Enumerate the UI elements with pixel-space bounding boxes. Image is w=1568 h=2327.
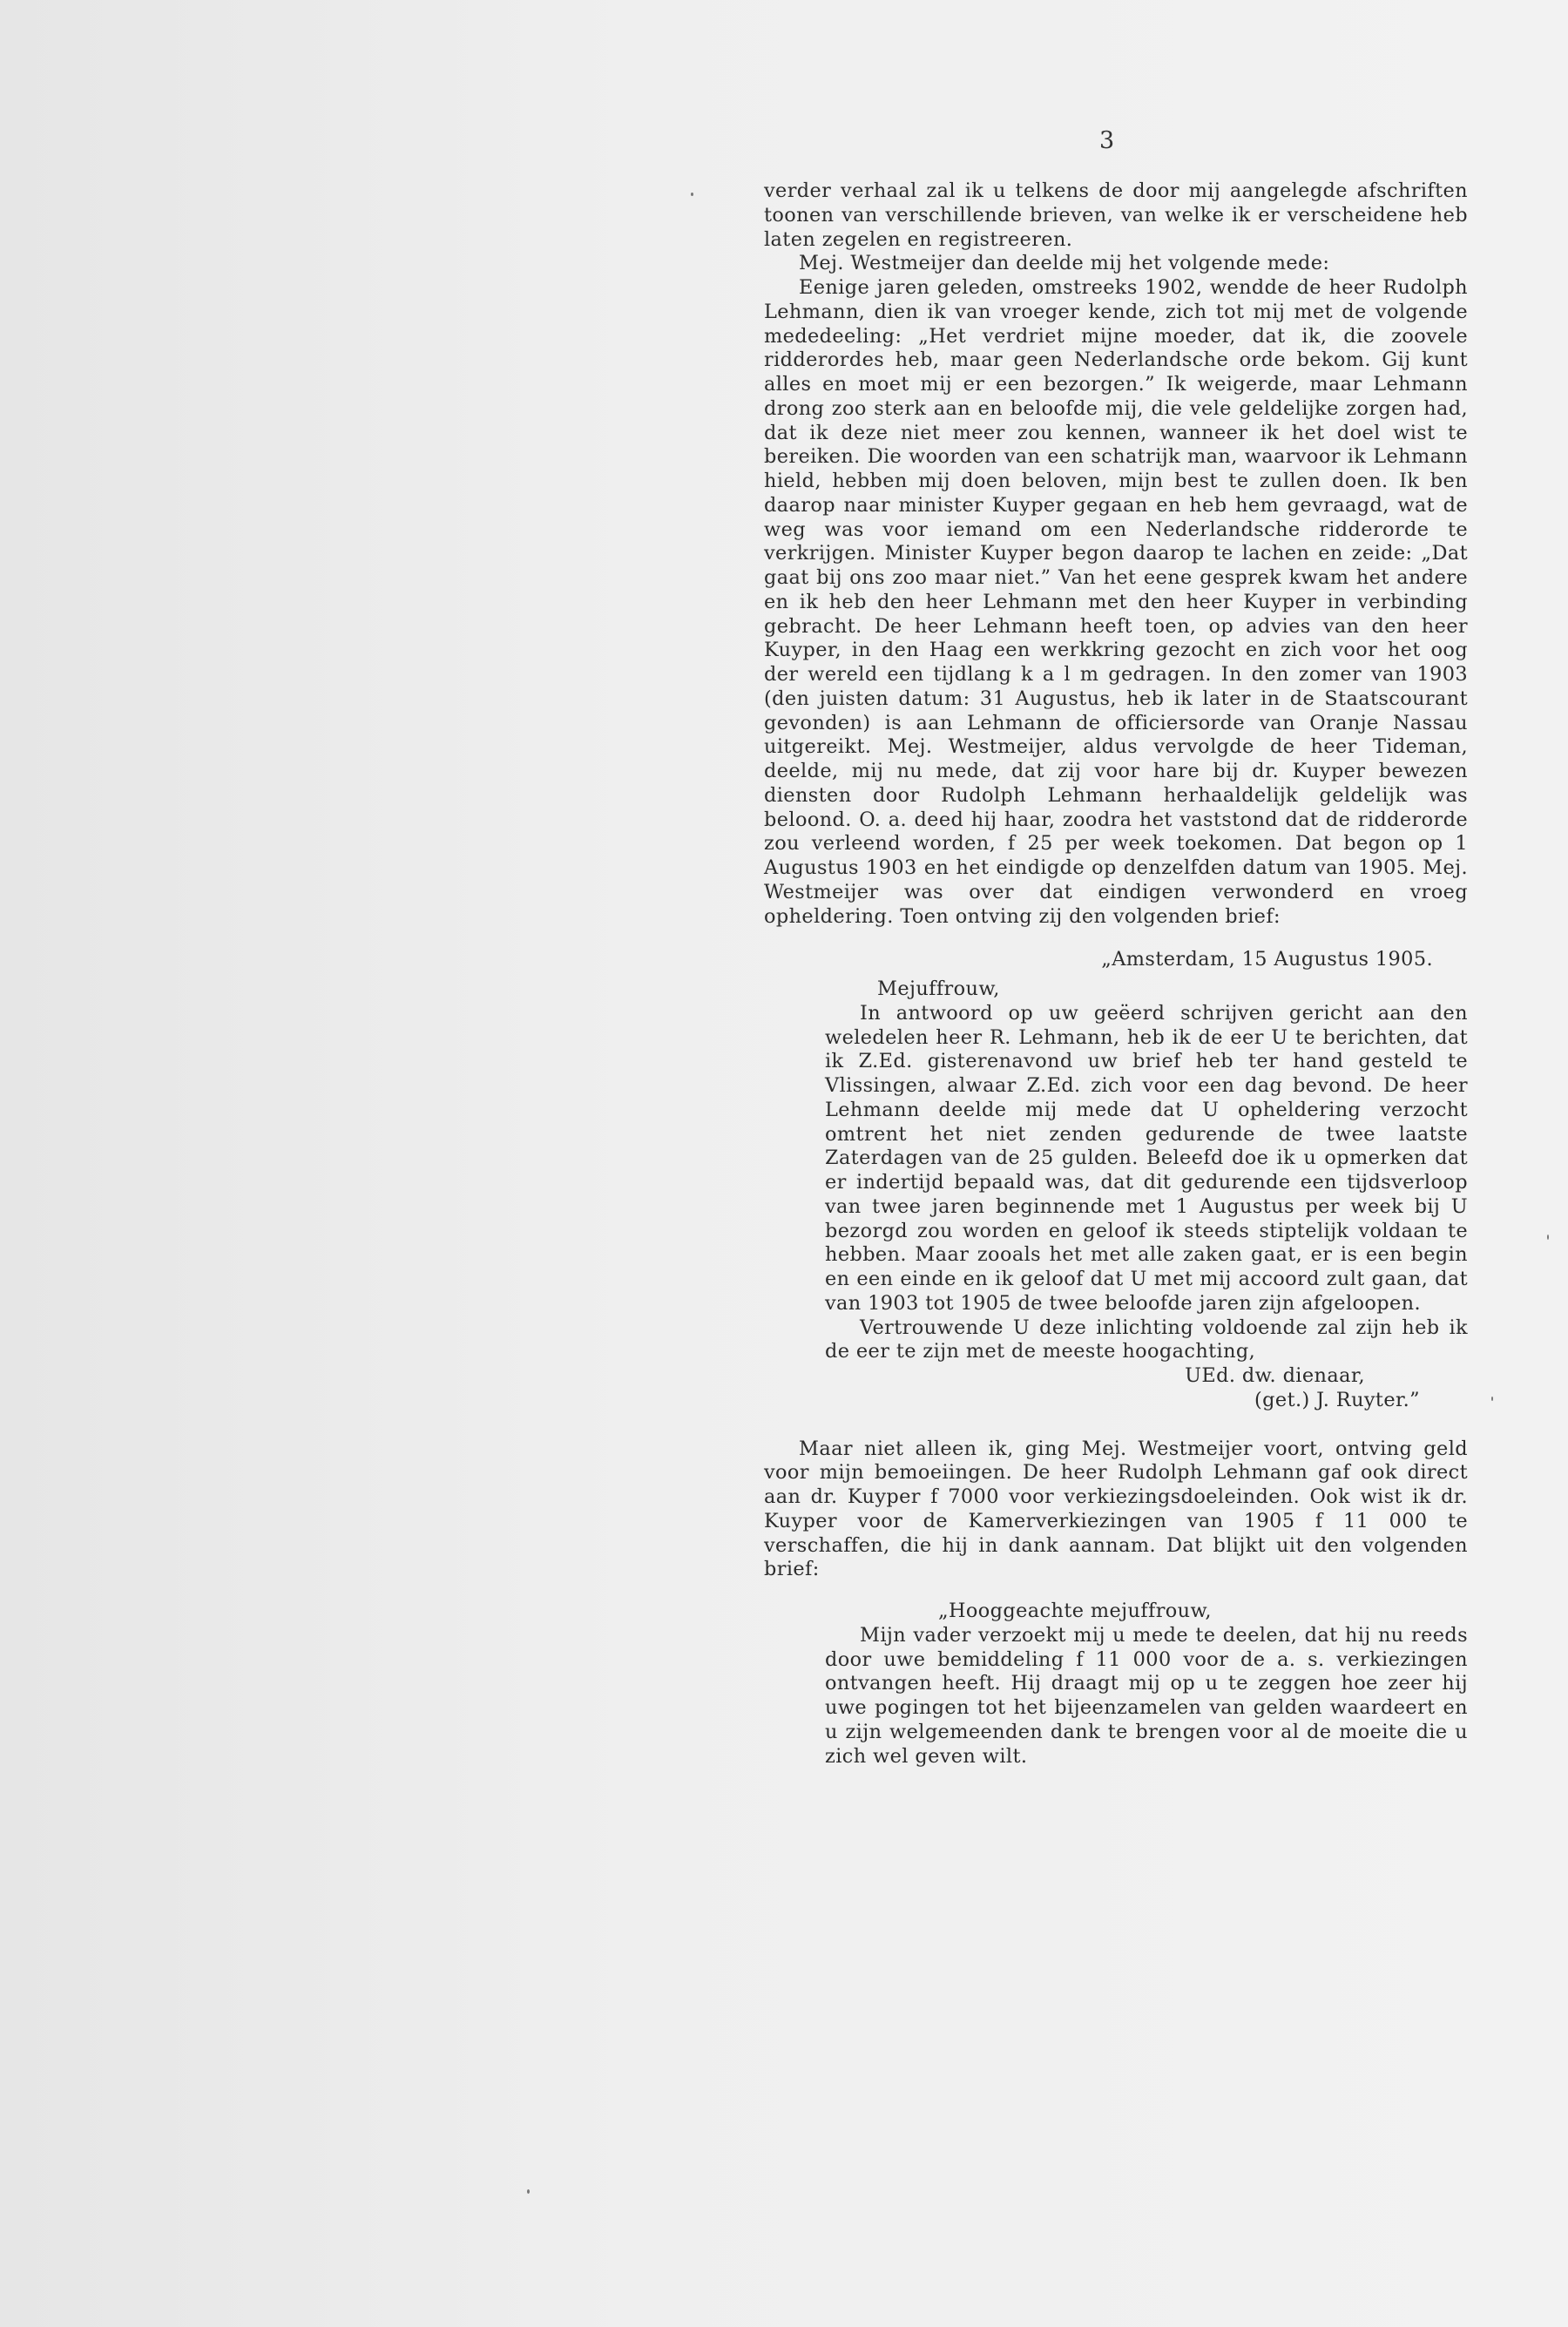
letter1-date: „Amsterdam, 15 Augustus 1905. [1101, 948, 1433, 971]
section-spacer [764, 1413, 1468, 1437]
text-column [764, 179, 1468, 1769]
letter1-signature: (get.) J. Ruyter.” [1254, 1388, 1420, 1411]
paragraph-intro: verder verhaal zal ik u telkens de door mij aangelegde afschriften toonen van verschillende brieven, van welke ik er verscheidene heb laten zegelen en registreeren. [764, 179, 1468, 251]
paragraph-westmeijer-intro: Mej. Westmeijer dan deelde mij het volgende mede: [799, 252, 1330, 275]
paper-speck [691, 193, 693, 196]
letter2-body: Mijn vader verzoekt mij u mede te deelen, dat hij nu reeds door uwe bemiddeling f 11 000 voor de a. s. verkiezingen ontvangen heeft. Hij draagt mij op u te zeggen hoe zeer hij uwe pogingen tot het bijeenzamelen van gelden waardeert en u zijn welgemeenden dank te brengen voor al de moeite die u zich wel geven wilt. [825, 1623, 1468, 1768]
letter1-body-closing: Vertrouwende U deze inlichting voldoende zal zijn heb ik de eer te zijn met de meeste hoogachting, [825, 1316, 1468, 1363]
letter2-salutation: „Hooggeachte mejuffrouw, [938, 1600, 1212, 1622]
paper-speck [1547, 1235, 1549, 1240]
letter1-salutation: Mejuffrouw, [877, 977, 1000, 1000]
page-number: 3 [1099, 127, 1115, 154]
letter1-closing-servant: UEd. dw. dienaar, [1185, 1364, 1365, 1387]
paper-speck [527, 2189, 530, 2194]
letter1-body: In antwoord op uw geëerd schrijven gericht aan den weledelen heer R. Lehmann, heb ik de eer U te berichten, dat ik Z.Ed. gisterenavond uw brief heb ter hand gesteld te Vlissingen, alwaar Z.Ed. zich voor een dag bevond. De heer Lehmann deelde mij mede dat U opheldering verzocht omtrent het niet zenden gedurende de twee laatste Zaterdagen van de 25 gulden. Beleefd doe ik u opmerken dat er indertijd bepaald was, dat dit gedurende een tijdsverloop van twee jaren beginnende met 1 Augustus per week bij U bezorgd zou worden en geloof ik steeds stiptelijk voldaan te hebben. Maar zooals het met alle zaken gaat, er is een begin en een einde en ik geloof dat U met mij accoord zult gaan, dat van 1903 tot 1905 de twee beloofde jaren zijn afgeloopen. [825, 1001, 1468, 1315]
paper-speck [1491, 1397, 1493, 1401]
paragraph-account: Eenige jaren geleden, omstreeks 1902, wendde de heer Rudolph Lehmann, dien ik van vroeger kende, zich tot mij met de volgende mededeeling: „Het verdriet mijne moeder, dat ik, die zoovele ridderordes heb, maar geen Nederlandsche orde bekom. Gij kunt alles en moet mij er een bezorgen.” Ik weigerde, maar Lehmann drong zoo sterk aan en beloofde mij, die vele geldelijke zorgen had, dat ik deze niet meer zou kennen, wanneer ik het doel wist te bereiken. Die woorden van een schatrijk man, waarvoor ik Lehmann hield, hebben mij doen beloven, mijn best te zullen doen. Ik ben daarop naar minister Kuyper gegaan en heb hem gevraagd, wat de weg was voor iemand om een Nederlandsche ridderorde te verkrijgen. Minister Kuyper begon daarop te lachen en zeide: „Dat gaat bij ons zoo maar niet.” Van het eene gesprek kwam het andere en ik heb den heer Lehmann met den heer Kuyper in verbinding gebracht. De heer Lehmann heeft toen, op advies van den heer Kuyper, in den Haag een werkkring gezocht en zich voor het oog der wereld een tijdlang k a l m gedragen. In den zomer van 1903 (den juisten datum: 31 Augustus, heb ik later in de Staatscourant gevonden) is aan Lehmann de officiersorde van Oranje Nassau uitgereikt. Mej. Westmeijer, aldus vervolgde de heer Tideman, deelde, mij nu mede, dat zij voor hare bij dr. Kuyper bewezen diensten door Rudolph Lehmann herhaaldelijk geldelijk was beloond. O. a. deed hij haar, zoodra het vaststond dat de ridderorde zou verleend worden, f 25 per week toekomen. Dat begon op 1 Augustus 1903 en het eindigde op denzelfden datum van 1905. Mej. Westmeijer was over dat eindigen verwonderd en vroeg opheldering. Toen ontving zij den volgenden brief: [764, 276, 1468, 928]
paragraph-continuation: Maar niet alleen ik, ging Mej. Westmeijer voort, ontving geld voor mijn bemoeiingen. De heer Rudolph Lehmann gaf ook direct aan dr. Kuyper f 7000 voor verkiezingsdoeleinden. Ook wist ik dr. Kuyper voor de Kamerverkiezingen van 1905 f 11 000 te verschaffen, die hij in dank aannam. Dat blijkt uit den volgenden brief: [764, 1437, 1468, 1581]
